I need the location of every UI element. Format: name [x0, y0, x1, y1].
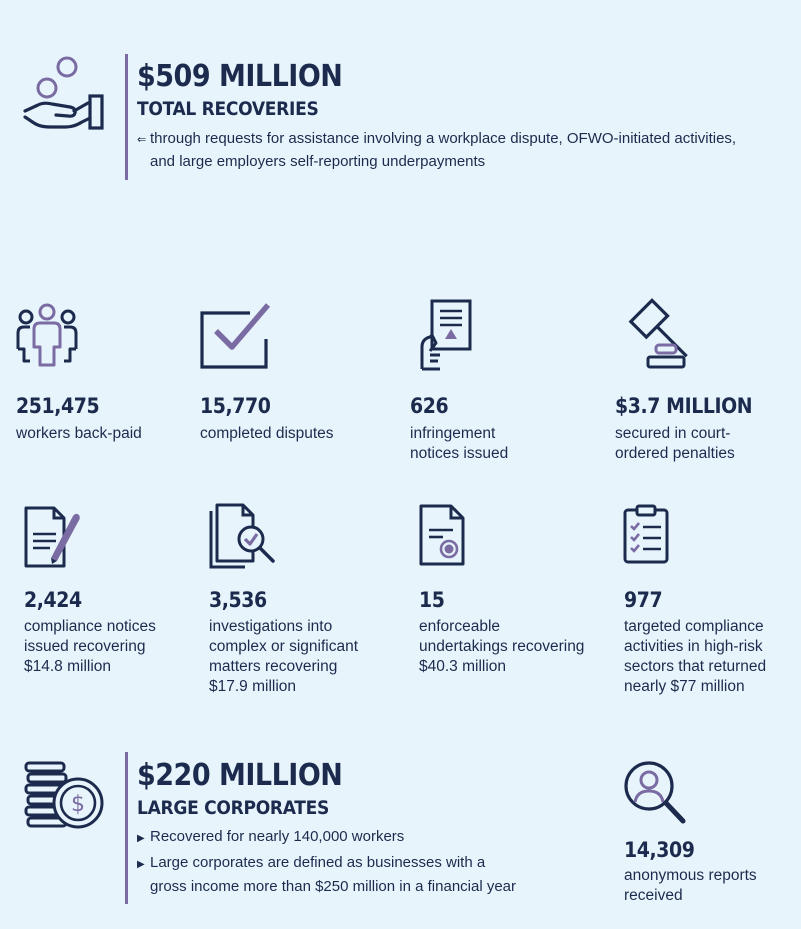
coin-stack-icon [24, 761, 104, 829]
accent-rule [125, 752, 128, 904]
stat-enforceable-undertakings [410, 500, 615, 700]
stat-anonymous-reports [615, 755, 801, 925]
stat-number: 14,309 [624, 838, 695, 862]
stat-label: infringement notices issued [410, 425, 509, 462]
stat-investigations [200, 500, 410, 700]
total-recoveries-section [0, 0, 801, 190]
corporates-heading: LARGE CORPORATES [137, 797, 330, 819]
total-figure: $509 MILLION [137, 59, 343, 94]
stat-number: 15,770 [200, 394, 271, 418]
accent-rule [125, 54, 128, 180]
stat-number: 3,536 [209, 588, 267, 612]
stat-number: 626 [410, 394, 449, 418]
triangle-bullet-icon: ▶ [137, 859, 145, 870]
people-group-icon [16, 303, 78, 367]
clipboard-checklist-icon [623, 504, 671, 564]
checkbox-tick-icon [200, 301, 272, 369]
total-bullet-line2: and large employers self-reporting underpayments [150, 153, 486, 170]
stat-completed-disputes [195, 295, 400, 465]
stat-workers-back-paid [0, 295, 200, 465]
hand-coins-icon [22, 55, 106, 131]
stat-label: secured in court- ordered penalties [615, 425, 735, 462]
stat-label: compliance notices issued recovering $14.8 million [24, 618, 156, 675]
total-heading: TOTAL RECOVERIES [137, 98, 319, 120]
svg-text:$: $ [71, 792, 85, 817]
triangle-bullet-icon: ▶ [137, 833, 145, 844]
large-corporates-section [0, 740, 600, 920]
stat-number: 977 [624, 588, 663, 612]
gavel-icon [614, 299, 686, 371]
stat-label: anonymous reports received [624, 867, 757, 904]
stat-number: 15 [419, 588, 445, 612]
stat-compliance-notices [0, 500, 200, 700]
document-pen-icon [24, 506, 82, 568]
certificate-document-icon [419, 504, 467, 566]
corporates-figure: $220 MILLION [137, 758, 343, 793]
total-bullet-line1: through requests for assistance involving a workplace dispute, OFWO-initiated activities, [150, 130, 737, 147]
stat-court-penalties [610, 295, 801, 465]
stat-label: enforceable undertakings recovering $40.3 million [419, 618, 585, 675]
stat-infringement-notices [405, 295, 605, 465]
stat-label: investigations into complex or significant matters recovering $17.9 million [209, 618, 359, 695]
corporates-bullet-1: ▶ Recovered for nearly 140,000 workers [137, 826, 404, 850]
document-magnifier-icon [209, 503, 277, 569]
total-bullet [137, 128, 797, 173]
stat-targeted-compliance [615, 500, 801, 700]
arrow-bullet-icon: ⇐ [137, 134, 147, 146]
stat-number: 2,424 [24, 588, 82, 612]
stat-label: workers back-paid [16, 425, 142, 442]
stat-number: 251,475 [16, 394, 100, 418]
stat-number: $3.7 MILLION [615, 394, 753, 418]
stat-label: targeted compliance activities in high-risk sectors that returned nearly $77 million [624, 618, 767, 695]
anonymous-person-search-icon [623, 760, 687, 826]
corporates-bullet-2: ▶ Large corporates are defined as businesses with a gross income more than $250 million in a financial year [137, 854, 517, 895]
stat-label: completed disputes [200, 425, 334, 442]
infringement-notice-icon [418, 299, 476, 375]
